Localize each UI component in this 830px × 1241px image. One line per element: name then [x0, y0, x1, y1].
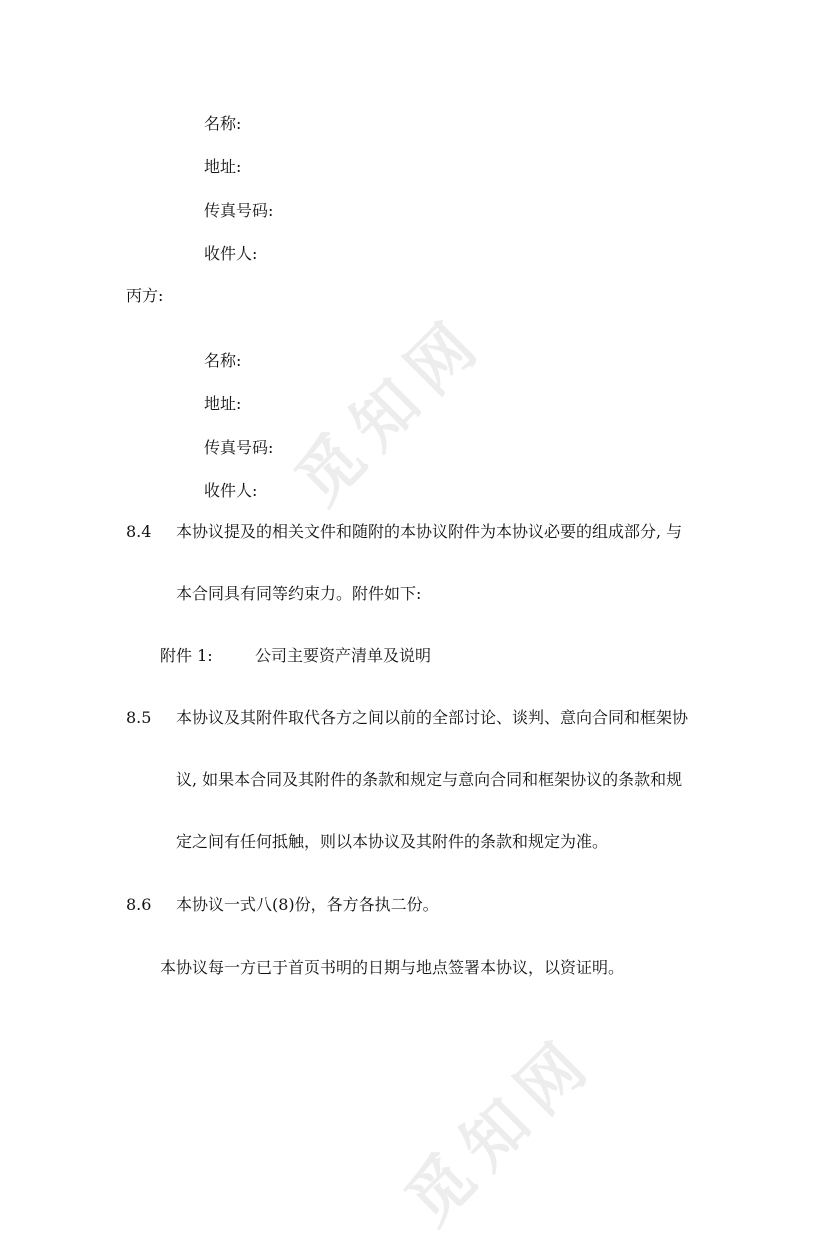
partyc-name-field: 名称: [204, 351, 242, 370]
watermark-bottom: 觅知网 [392, 1021, 611, 1240]
partyc-recipient-field: 收件人: [204, 481, 258, 500]
clause-8-4-number: 8.4 [126, 522, 152, 541]
clause-8-5-number: 8.5 [126, 708, 152, 727]
attachment-title: 公司主要资产清单及说明 [255, 646, 432, 665]
clause-8-6-number: 8.6 [126, 895, 152, 914]
clause-8-4-line2: 本合同具有同等约束力。附件如下: [176, 584, 422, 603]
closing-statement: 本协议每一方已于首页书明的日期与地点签署本协议，以资证明。 [160, 958, 625, 977]
clause-8-5-line1: 本协议及其附件取代各方之间以前的全部讨论、谈判、意向合同和框架协 [176, 708, 689, 727]
clause-8-5-line2: 议, 如果本合同及其附件的条款和规定与意向合同和框架协议的条款和规 [176, 770, 683, 789]
partyb-recipient-field: 收件人: [204, 244, 258, 263]
partyc-address-field: 地址: [204, 394, 242, 413]
clause-8-6-line1: 本协议一式八(8)份，各方各执二份。 [176, 895, 439, 914]
partyb-address-field: 地址: [204, 157, 242, 176]
partyb-name-field: 名称: [204, 114, 242, 133]
partyc-fax-field: 传真号码: [204, 438, 274, 457]
clause-8-5-line3: 定之间有任何抵触，则以本协议及其附件的条款和规定为准。 [176, 832, 609, 851]
attachment-label: 附件 1: [160, 646, 213, 665]
clause-8-4-line1: 本协议提及的相关文件和随附的本协议附件为本协议必要的组成部分, 与 [176, 522, 683, 541]
watermark-top: 觅知网 [282, 301, 501, 520]
partyb-fax-field: 传真号码: [204, 201, 274, 220]
partyc-heading: 丙方: [126, 286, 164, 305]
